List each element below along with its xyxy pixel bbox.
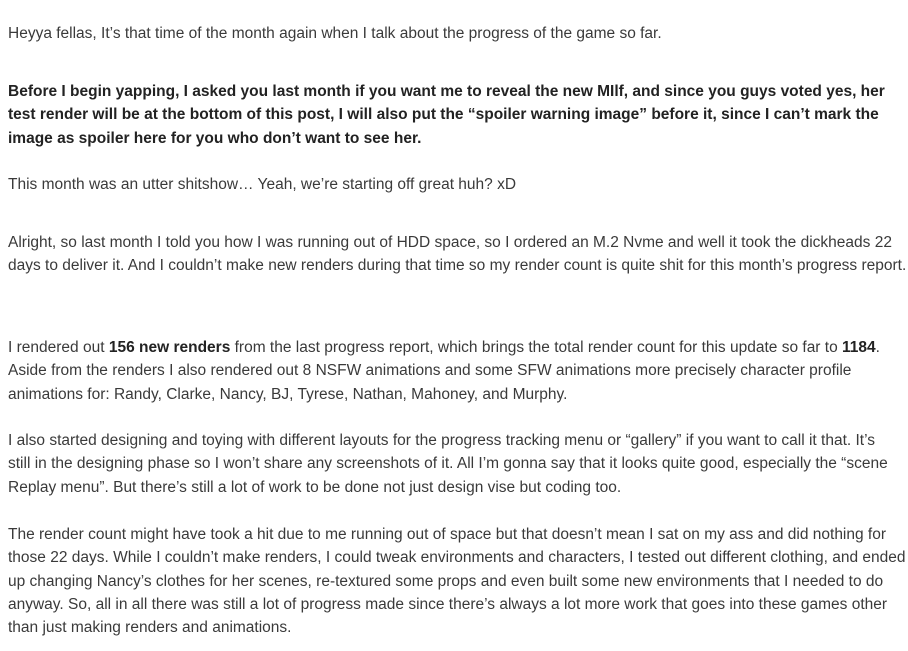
total-renders-count: 1184 [842,339,876,356]
gallery-menu-paragraph: I also started designing and toying with different layouts for the progress tracking menu or “gallery” if you want to call it that. It’s still in the designing phase so I won’t share any screenshots of it. All I’m gonna say that it looks quite good, especially the “scene Replay menu”. But there’s still a lot of work to be done not just design vise but coding too. [8,432,888,496]
other-progress-paragraph: The render count might have took a hit due to me running out of space but that doesn’t mean I sat on my ass and did nothing for those 22 days. While I couldn’t make renders, I could tweak environments and characters, I tested out different clothing, and ended up changing Nancy’s clothes for her scenes, re-textured some props and even built some new environments that I needed to do anyway. So, all in all there was still a lot of progress made since there’s always a lot more work that goes into these games other than just making renders and animations. [8,526,906,637]
render-count-text-2: from the last progress report, which brings the total render count for this update so far to [230,339,843,356]
render-count-text-1: I rendered out [8,339,109,356]
month-summary-paragraph: This month was an utter shitshow… Yeah, we’re starting off great huh? xD [8,176,517,193]
render-count-paragraph [8,336,903,406]
announcement-paragraph: Before I begin yapping, I asked you last month if you want me to reveal the new MIlf, and since you guys voted yes, her test render will be at the bottom of this post, I will also put the “spoiler warning image” before it, since I can’t mark the image as spoiler here for you who don’t want to see her. [8,83,885,147]
intro-paragraph: Heyya fellas, It’s that time of the month again when I talk about the progress of the game so far. [8,25,662,42]
storage-paragraph: Alright, so last month I told you how I was running out of HDD space, so I ordered an M.2 Nvme and well it took the dickheads 22 days to deliver it. And I couldn’t make new renders during that time so my render count is quite shit for this month’s progress report. [8,234,907,275]
render-count-text-3: . Aside from the renders I also rendered out 8 NSFW animations and some SFW animations more precisely character profile animations for: Randy, Clarke, Nancy, BJ, Tyrese, Nathan, Mahoney, and Murphy. [8,339,880,403]
new-renders-count: 156 new renders [108,339,231,356]
